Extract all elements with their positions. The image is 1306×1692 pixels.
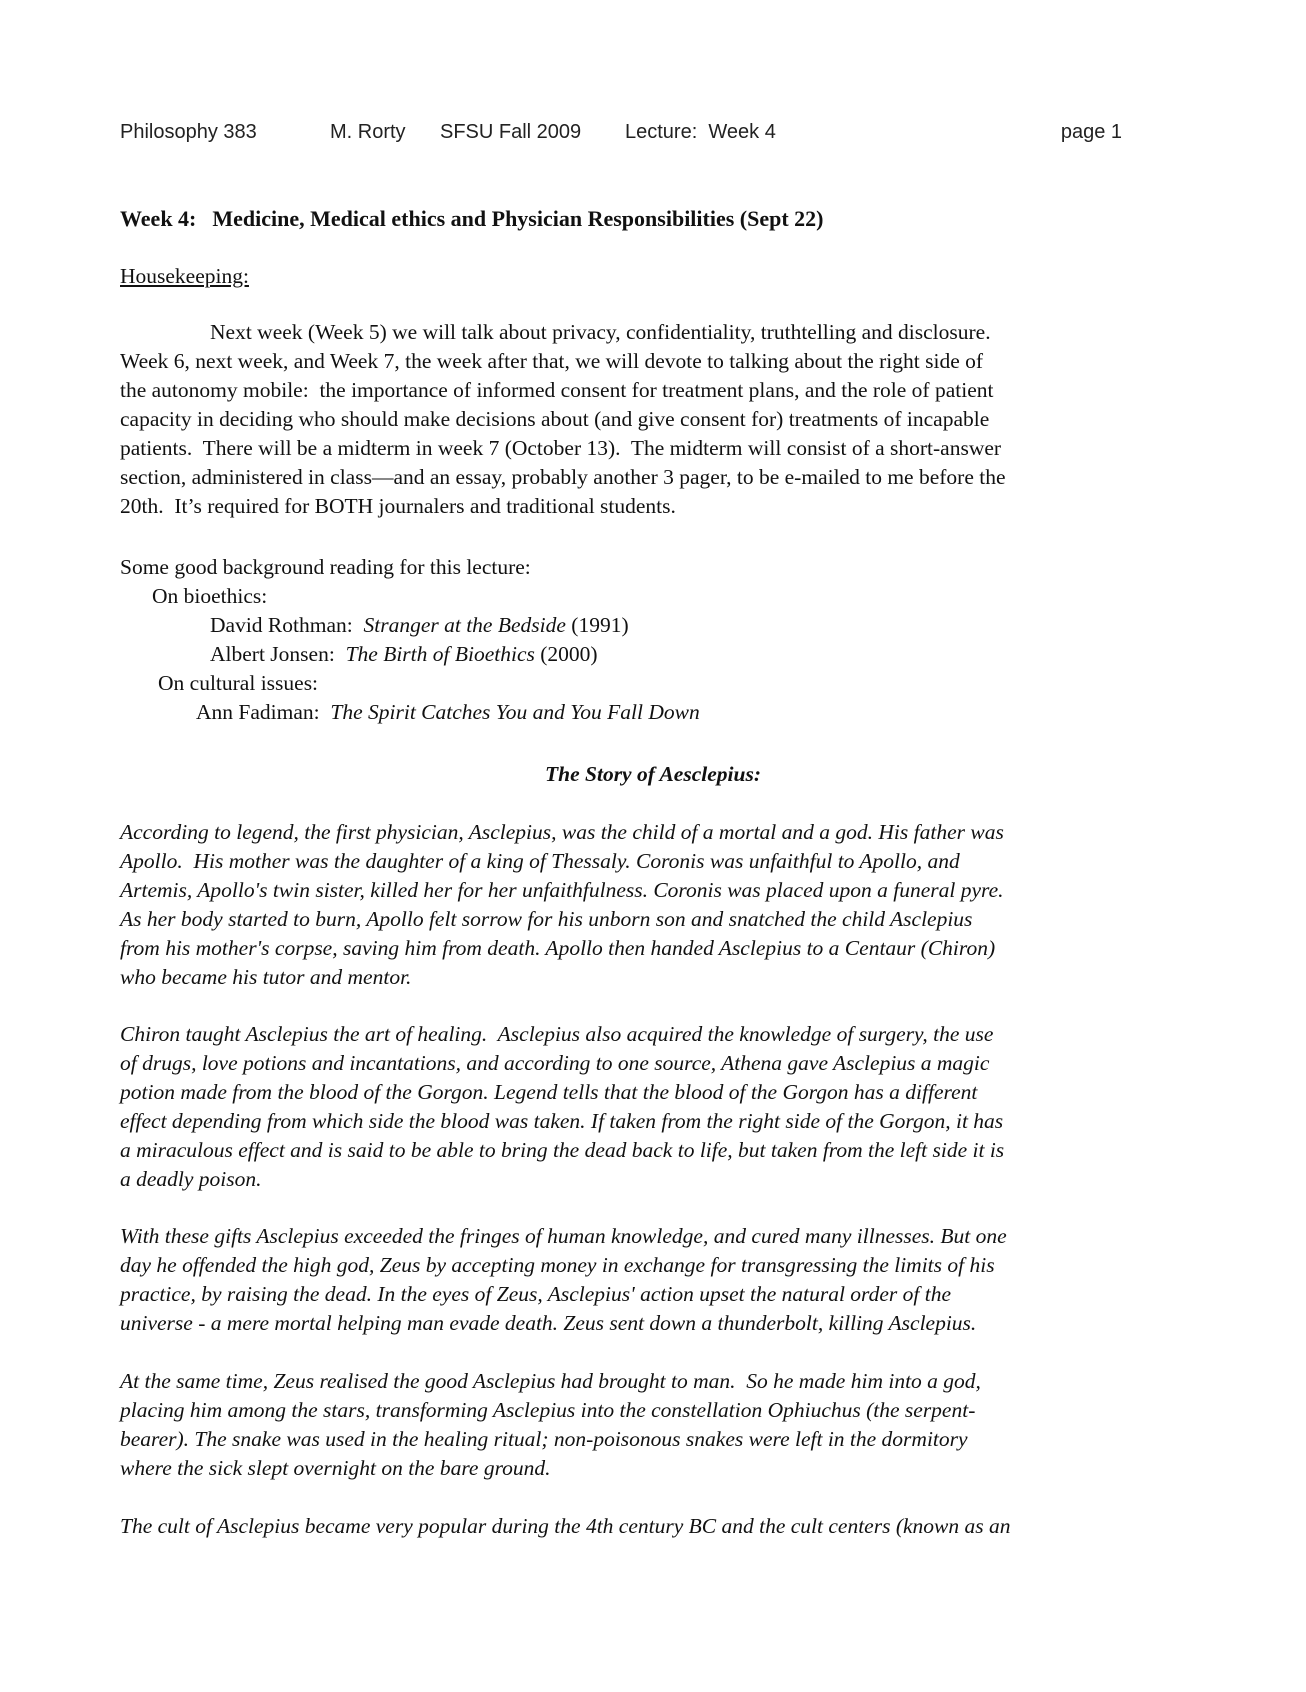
story-line: Artemis, Apollo's twin sister, killed her for her unfaithfulness. Coronis was placed upon a funeral pyre. [120, 878, 1004, 902]
story-line: of drugs, love potions and incantations, and according to one source, Athena gave Asclepius a magic [120, 1051, 990, 1075]
reading-item [210, 611, 629, 640]
reading-author: Albert Jonsen: [210, 642, 346, 666]
reading-title: The Spirit Catches You and You Fall Down [330, 700, 700, 724]
reading-item [210, 640, 598, 669]
story-line: With these gifts Asclepius exceeded the fringes of human knowledge, and cured many illnesses. But one [120, 1224, 1007, 1248]
lecture-title-week: Week 4: [120, 206, 197, 231]
story-line: practice, by raising the dead. In the eyes of Zeus, Asclepius' action upset the natural order of the [120, 1282, 952, 1306]
story-line: At the same time, Zeus realised the good Asclepius had brought to man. So he made him into a god, [120, 1369, 981, 1393]
reading-item [196, 698, 700, 727]
reading-title: The Birth of Bioethics [345, 642, 535, 666]
story-line: As her body started to burn, Apollo felt sorrow for his unborn son and snatched the child Asclepius [120, 907, 973, 931]
story-line: where the sick slept overnight on the bare ground. [120, 1456, 551, 1480]
story-paragraph [120, 1367, 1180, 1483]
header-page-number: page 1 [1060, 121, 1122, 143]
housekeeping-line: patients. There will be a midterm in week 7 (October 13). The midterm will consist of a short-answer [120, 436, 1002, 460]
story-line: who became his tutor and mentor. [120, 965, 412, 989]
story-line: Chiron taught Asclepius the art of healing. Asclepius also acquired the knowledge of surgery, the use [120, 1022, 994, 1046]
lecture-title [120, 206, 824, 232]
story-line: placing him among the stars, transforming Asclepius into the constellation Ophiuchus (the serpent- [120, 1398, 976, 1422]
story-line: According to legend, the first physician, Asclepius, was the child of a mortal and a god. His father was [120, 820, 1004, 844]
story-paragraph [120, 1020, 1180, 1194]
header-course: Philosophy 383 [120, 121, 257, 143]
story-paragraph [120, 1512, 1180, 1541]
housekeeping-line: the autonomy mobile: the importance of informed consent for treatment plans, and the role of patient [120, 378, 994, 402]
story-line: a miraculous effect and is said to be able to bring the dead back to life, but taken from the left side it is [120, 1138, 1005, 1162]
header-instructor: M. Rorty [330, 121, 406, 143]
story-line: from his mother's corpse, saving him from death. Apollo then handed Asclepius to a Centaur (Chiron) [120, 936, 996, 960]
lecture-title-text: Medicine, Medical ethics and Physician Responsibilities (Sept 22) [212, 206, 824, 231]
header-lecture: Lecture: Week 4 [625, 121, 776, 143]
housekeeping-line: Week 6, next week, and Week 7, the week after that, we will devote to talking about the right side of [120, 349, 984, 373]
reading-author: Ann Fadiman: [196, 700, 331, 724]
story-paragraph [120, 1222, 1180, 1338]
story-line: potion made from the blood of the Gorgon. Legend tells that the blood of the Gorgon has a different [120, 1080, 978, 1104]
housekeeping-heading: Housekeeping: [120, 264, 249, 288]
reading-intro: Some good background reading for this lecture: [120, 555, 531, 579]
reading-title: Stranger at the Bedside [363, 613, 566, 637]
story-line: Apollo. His mother was the daughter of a king of Thessaly. Coronis was unfaithful to Apollo, and [120, 849, 960, 873]
story-paragraph [120, 818, 1180, 992]
story-line: universe - a mere mortal helping man evade death. Zeus sent down a thunderbolt, killing Asclepius. [120, 1311, 977, 1335]
housekeeping-paragraph [120, 318, 1175, 521]
reading-bioethics-heading: On bioethics: [152, 584, 268, 608]
housekeeping-line: capacity in deciding who should make decisions about (and give consent for) treatments of incapable [120, 407, 990, 431]
story-line: bearer). The snake was used in the healing ritual; non-poisonous snakes were left in the dormitory [120, 1427, 968, 1451]
housekeeping-line: section, administered in class—and an essay, probably another 3 pager, to be e-mailed to me before the [120, 465, 1006, 489]
story-line: The cult of Asclepius became very popular during the 4th century BC and the cult centers (known as an [120, 1514, 1011, 1538]
reading-cultural-heading: On cultural issues: [158, 671, 319, 695]
housekeeping-line: 20th. It’s required for BOTH journalers and traditional students. [120, 494, 676, 518]
reading-year: (2000) [534, 642, 598, 666]
story-title: The Story of Aesclepius: [545, 762, 761, 786]
housekeeping-line: Next week (Week 5) we will talk about privacy, confidentiality, truthtelling and disclosure. [210, 320, 991, 344]
reading-author: David Rothman: [210, 613, 364, 637]
story-line: day he offended the high god, Zeus by accepting money in exchange for transgressing the limits of his [120, 1253, 995, 1277]
header-term: SFSU Fall 2009 [440, 121, 582, 143]
story-line: effect depending from which side the blood was taken. If taken from the right side of the Gorgon, it has [120, 1109, 1004, 1133]
reading-year: (1991) [565, 613, 629, 637]
story-line: a deadly poison. [120, 1167, 262, 1191]
